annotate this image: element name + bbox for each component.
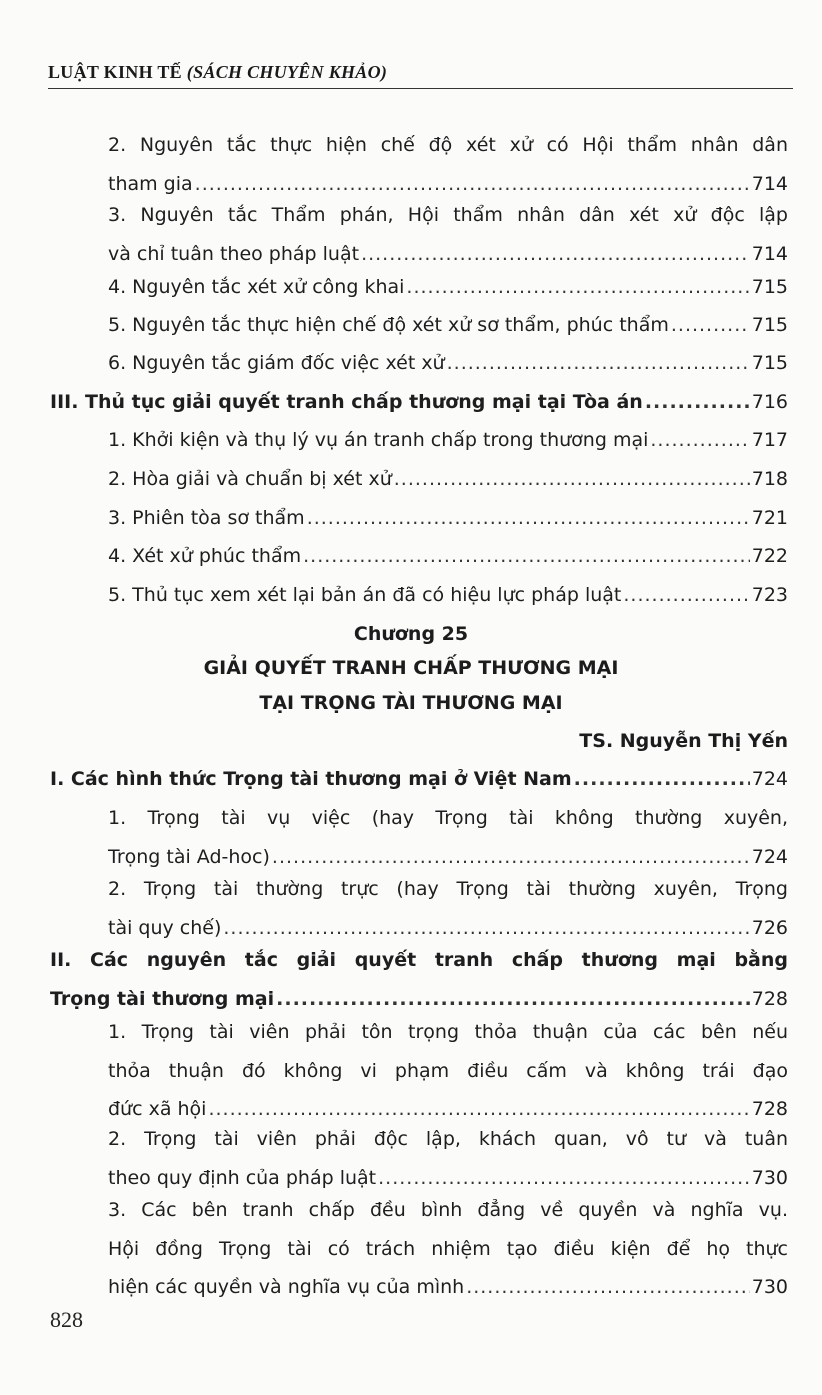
toc-page-number: 730	[751, 1166, 788, 1189]
toc-entry-text: 3. Các bên tranh chấp đều bình đẳng về quyền và nghĩa vụ.	[108, 1199, 788, 1221]
toc-page-number: 724	[751, 768, 788, 790]
leader-dots	[307, 499, 750, 538]
toc-entry-text: 2. Nguyên tắc thực hiện chế độ xét xử có Hội thẩm nhân dân	[108, 134, 788, 156]
toc-entry	[108, 421, 788, 460]
toc-page-number: 714	[751, 172, 788, 195]
toc-page-number: 717	[751, 429, 788, 451]
leader-dots	[623, 576, 749, 615]
toc-entry-text: đức xã hội	[108, 1098, 207, 1120]
toc-page-number: 722	[751, 545, 788, 567]
header-rule	[48, 88, 793, 89]
page-number: 828	[50, 1307, 83, 1332]
toc-entry	[108, 306, 788, 345]
toc-entry	[108, 126, 788, 203]
toc-page-number: 728	[751, 1098, 788, 1120]
header-title: LUẬT KINH TẾ	[48, 62, 187, 82]
toc-entry-text: 2. Trọng tài viên phải độc lập, khách quan, vô tư và tuân	[108, 1128, 788, 1150]
toc-page-number: 715	[751, 352, 788, 374]
toc-entry-text: 1. Trọng tài vụ việc (hay Trọng tài không thường xuyên,	[108, 807, 788, 829]
leader-dots	[574, 760, 750, 799]
toc-entry-text: 1. Trọng tài viên phải tôn trọng thỏa thuận của các bên nếu	[108, 1021, 788, 1043]
toc-entry-text: 5. Nguyên tắc thực hiện chế độ xét xử sơ thẩm, phúc thẩm	[108, 314, 669, 336]
leader-dots	[394, 460, 750, 499]
toc-page-number: 715	[751, 314, 788, 336]
toc-page-number: 716	[751, 391, 788, 413]
toc-entry	[108, 1013, 788, 1129]
leader-dots	[645, 383, 750, 422]
toc-page-number: 730	[751, 1276, 788, 1298]
toc-entry	[108, 268, 788, 307]
toc-entry-text: 3. Nguyên tắc Thẩm phán, Hội thẩm nhân dân xét xử độc lập	[108, 204, 788, 226]
toc-entry	[108, 870, 788, 947]
leader-dots	[406, 268, 749, 307]
toc-page-number: 718	[751, 468, 788, 490]
leader-dots	[671, 306, 750, 345]
toc-section	[50, 941, 788, 1018]
toc-entry-text: 3. Phiên tòa sơ thẩm	[108, 507, 305, 529]
toc-entry	[108, 344, 788, 383]
toc-entry-text: Trọng tài Ad-hoc)	[108, 845, 270, 868]
toc-entry-text: 5. Thủ tục xem xét lại bản án đã có hiệu lực pháp luật	[108, 584, 622, 606]
toc-entry-text: 2. Trọng tài thường trực (hay Trọng tài thường xuyên, Trọng	[108, 878, 788, 900]
toc-section-text: III. Thủ tục giải quyết tranh chấp thương mại tại Tòa án	[50, 391, 643, 413]
running-header	[48, 62, 793, 83]
toc-entry-text: Hội đồng Trọng tài có trách nhiệm tạo điều kiện để họ thực	[108, 1237, 788, 1260]
toc-section	[50, 760, 788, 799]
toc-section	[50, 383, 788, 422]
toc-entry	[108, 499, 788, 538]
leader-dots	[447, 344, 750, 383]
toc-section-text: Trọng tài thương mại	[50, 987, 275, 1010]
toc-entry-text: tham gia	[108, 172, 193, 195]
toc-entry-text: 1. Khởi kiện và thụ lý vụ án tranh chấp trong thương mại	[108, 429, 649, 451]
toc-entry	[108, 799, 788, 876]
leader-dots	[650, 421, 749, 460]
toc-entry	[108, 460, 788, 499]
toc-page-number: 715	[751, 276, 788, 298]
toc-entry	[108, 1191, 788, 1307]
toc-page-number: 723	[751, 584, 788, 606]
chapter-author: TS. Nguyễn Thị Yến	[579, 730, 788, 752]
toc-page-number: 724	[751, 845, 788, 868]
toc-entry-text: 4. Nguyên tắc xét xử công khai	[108, 276, 405, 298]
toc-entry-text: tài quy chế)	[108, 916, 222, 939]
toc-entry-text: theo quy định của pháp luật	[108, 1166, 377, 1189]
toc-page-number: 721	[751, 507, 788, 529]
toc-entry-text: thỏa thuận đó không vi phạm điều cấm và không trái đạo	[108, 1059, 788, 1082]
toc-page-number: 726	[751, 916, 788, 939]
chapter-label: Chương 25	[353, 623, 469, 645]
toc-entry	[108, 537, 788, 576]
toc-entry-text: hiện các quyền và nghĩa vụ của mình	[108, 1276, 465, 1298]
toc-entry	[108, 1120, 788, 1197]
leader-dots	[303, 537, 750, 576]
toc-section-text: I. Các hình thức Trọng tài thương mại ở Việt Nam	[50, 768, 572, 790]
toc-entry-text: và chỉ tuân theo pháp luật	[108, 242, 360, 265]
chapter-title: TẠI TRỌNG TÀI THƯƠNG MẠI	[259, 692, 563, 714]
toc-entry	[108, 196, 788, 273]
toc-page-number: 728	[751, 987, 788, 1010]
chapter-title: GIẢI QUYẾT TRANH CHẤP THƯƠNG MẠI	[203, 657, 619, 679]
toc-page-number: 714	[751, 242, 788, 265]
toc-section-text: II. Các nguyên tắc giải quyết tranh chấp thương mại bằng	[50, 949, 788, 971]
header-subtitle: (SÁCH CHUYÊN KHẢO)	[186, 62, 388, 82]
toc-entry	[108, 576, 788, 615]
toc-entry-text: 6. Nguyên tắc giám đốc việc xét xử	[108, 352, 445, 374]
toc-entry-text: 2. Hòa giải và chuẩn bị xét xử	[108, 468, 392, 490]
toc-entry-text: 4. Xét xử phúc thẩm	[108, 545, 302, 567]
leader-dots	[466, 1268, 750, 1307]
